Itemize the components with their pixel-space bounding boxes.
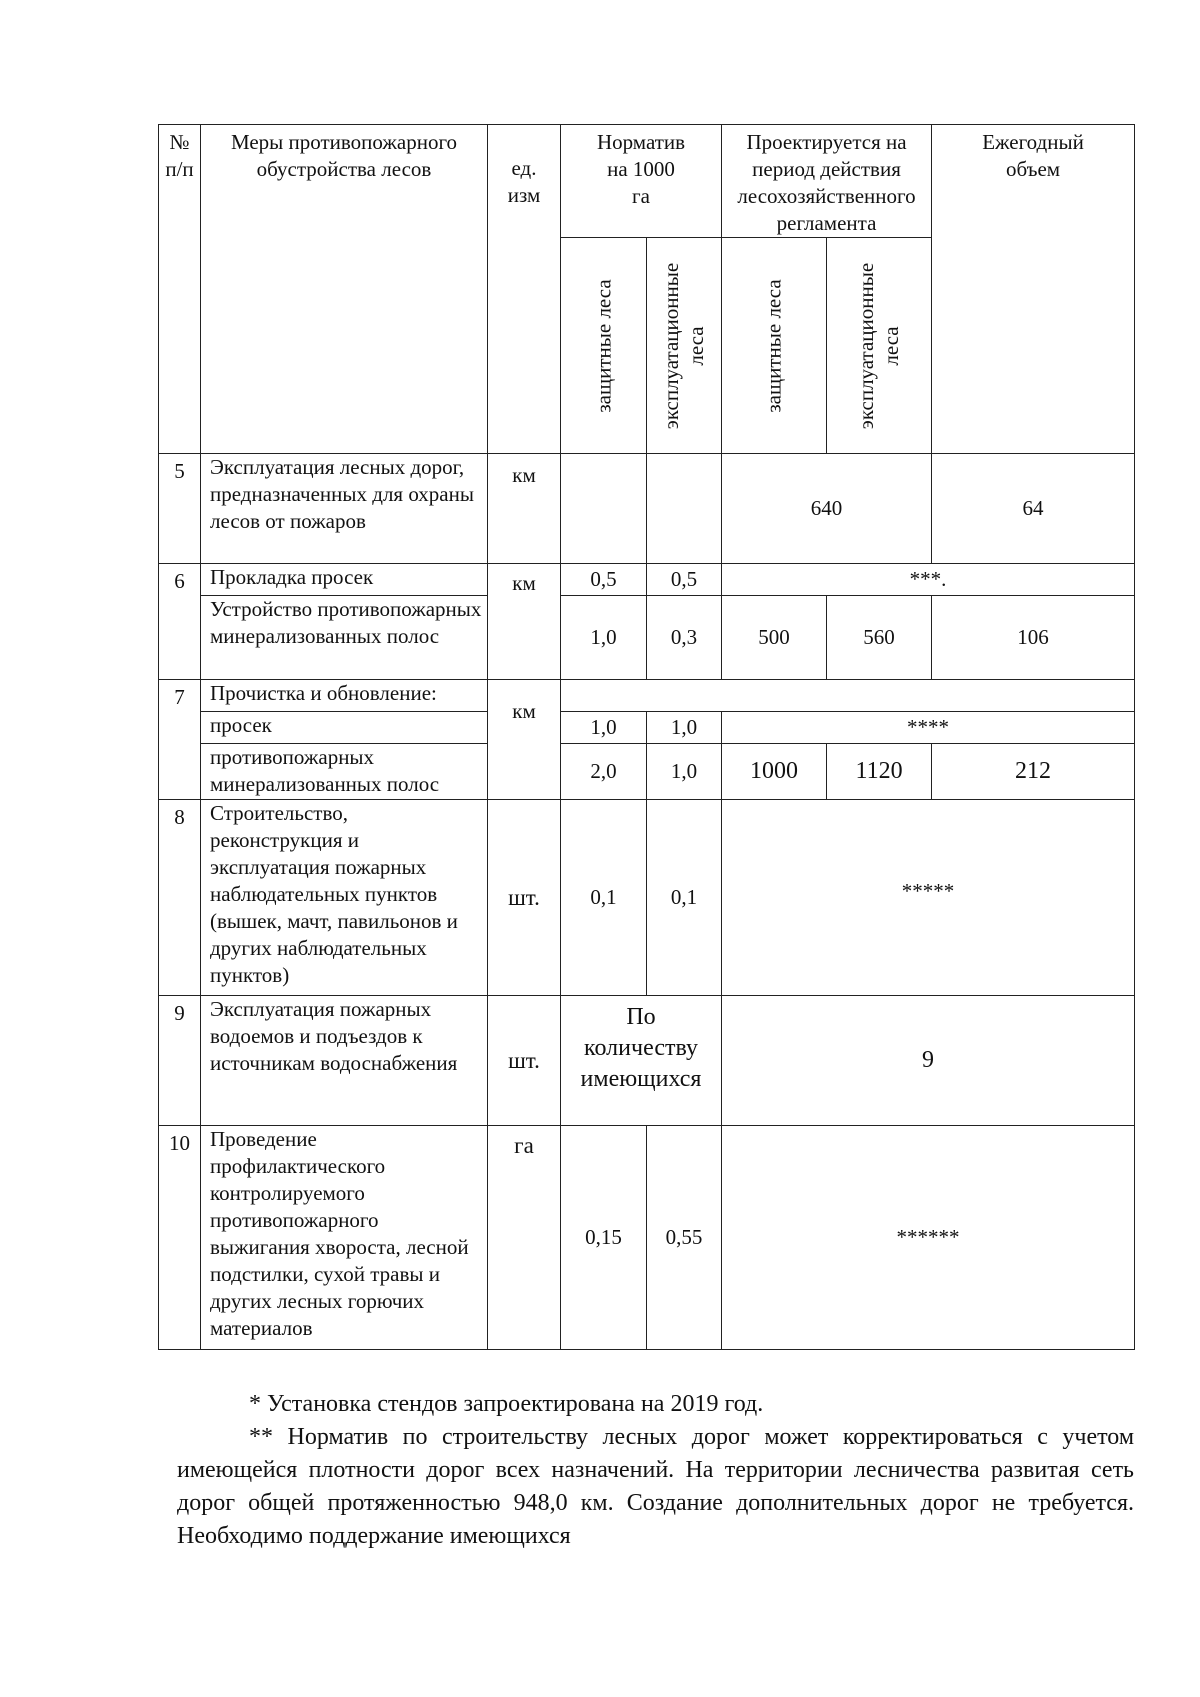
footnote-1: * Установка стендов запроектирована на 2019 год. — [249, 1391, 764, 1417]
header-measures: Меры противопожарного обустройства лесов — [201, 125, 488, 454]
header-annual: Ежегодный объем — [932, 125, 1135, 454]
header-normative: Норматив на 1000 га — [561, 125, 722, 238]
header-projected-exploitation: эксплуатационные леса — [827, 238, 932, 454]
fire-measures-table — [158, 124, 1135, 1350]
footnotes — [177, 1388, 1134, 1553]
table-row: просек 1,0 1,0 **** — [159, 712, 1135, 744]
table-row: противопожарных минерализованных полос 2,0 1,0 1000 1120 212 — [159, 744, 1135, 800]
header-projected: Проектируется на период действия лесохозяйственного регламента — [722, 125, 932, 238]
header-num: № п/п — [159, 125, 201, 454]
table-row: 6 Прокладка просек км 0,5 0,5 ***. — [159, 564, 1135, 596]
footnote-2: ** Норматив по строительству лесных дорог может корректироваться с учетом имеющейся плотности дорог всех назначений. На территории лесничества развитая сеть дорог общей протяженностью 948,0 км. Создание дополнительных дорог не требуется. Необходимо поддержание имеющихся — [177, 1424, 1134, 1549]
header-projected-protective: защитные леса — [722, 238, 827, 454]
header-unit: ед. изм — [488, 125, 561, 454]
header-normative-exploitation: эксплуатационные леса — [647, 238, 722, 454]
table-row: 9 Эксплуатация пожарных водоемов и подъездов к источникам водоснабжения шт. По количеству имеющихся 9 — [159, 996, 1135, 1126]
header-normative-protective: защитные леса — [561, 238, 647, 454]
table-row: 8 Строительство, реконструкция и эксплуатация пожарных наблюдательных пунктов (вышек, мачт, павильонов и других наблюдательных пунктов) шт. 0,1 0,1 ***** — [159, 800, 1135, 996]
table-row: 5 Эксплуатация лесных дорог, предназначенных для охраны лесов от пожаров км 640 64 — [159, 454, 1135, 564]
table-row: 10 Проведение профилактического контролируемого противопожарного выжигания хвороста, лесной подстилки, сухой травы и других лесных горючих материалов га 0,15 0,55 ****** — [159, 1126, 1135, 1350]
table-row: Устройство противопожарных минерализованных полос 1,0 0,3 500 560 106 — [159, 596, 1135, 680]
table-row: 7 Прочистка и обновление: км — [159, 680, 1135, 712]
